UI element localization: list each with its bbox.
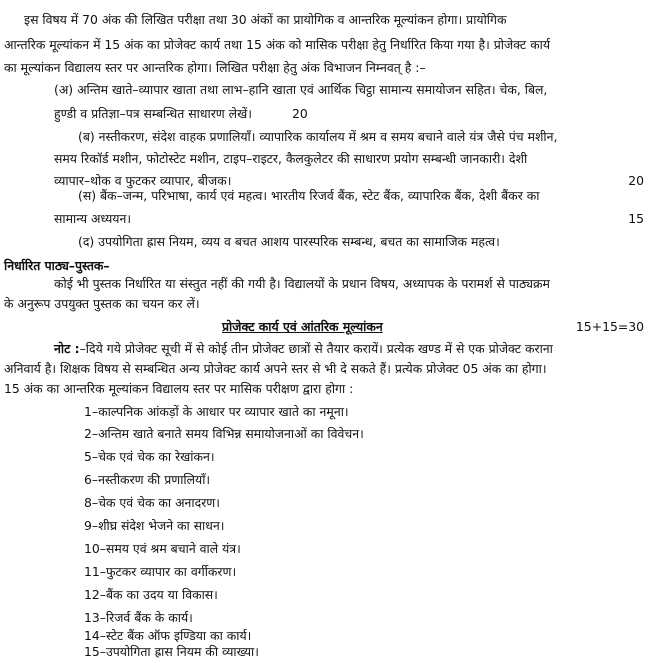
project-note-line-2: अनिवार्य है। शिक्षक विषय से सम्बन्धित अन्य प्रोजेक्ट कार्य अपने स्तर से भी दे सकते हैं। प्रत्येक प्रोजेक्ट 05 अंक का होगा। <box>4 361 547 376</box>
syllabus-b-line-3: व्यापार–थोक व फुटकर व्यापार, बीजक। <box>54 173 232 188</box>
books-heading: निर्धारित पाठ्य–पुस्तक– <box>4 258 110 273</box>
syllabus-a-line-1: (अ) अन्तिम खाते–व्यापार खाता तथा लाभ–हानि खाता एवं आर्थिक चिट्ठा सामान्य समायोजन सहित। चेक, बिल, <box>54 82 548 97</box>
project-item: 12–बैंक का उदय या विकास। <box>84 587 218 602</box>
project-item: 14–स्टेट बैंक ऑफ इण्डिया का कार्य। <box>84 628 252 643</box>
project-item: 5–चेक एवं चेक का रेखांकन। <box>84 449 215 464</box>
project-item: 9–शीघ्र संदेश भेजने का साधन। <box>84 518 225 533</box>
project-marks: 15+15=30 <box>575 319 644 334</box>
intro-line-3: का मूल्यांकन विद्यालय स्तर पर आन्तरिक होगा। लिखित परीक्षा हेतु अंक विभाजन निम्नवत् है :– <box>4 60 426 75</box>
syllabus-b-marks: 20 <box>628 173 644 188</box>
project-note-line-1 <box>54 341 553 357</box>
note-label: नोट : <box>54 341 80 356</box>
project-note-line-3: 15 अंक का आन्तरिक मूल्यांकन विद्यालय स्तर पर मासिक परीक्षण द्वारा होगा : <box>4 381 354 396</box>
project-heading: प्रोजेक्ट कार्य एवं आंतरिक मूल्यांकन <box>222 319 383 334</box>
syllabus-b-line-2: समय रिकॉर्ड मशीन, फोटोस्टेट मशीन, टाइप–राइटर, कैलकुलेटर की साधारण प्रयोग सम्बन्धी जानकारी। देशी <box>54 151 528 166</box>
project-item: 15–उपयोगिता ह्रास नियम की व्याख्या। <box>84 644 259 659</box>
project-item: 11–फुटकर व्यापार का वर्गीकरण। <box>84 564 237 579</box>
syllabus-a-line-2: हुण्डी व प्रतिज्ञा–पत्र सम्बन्धित साधारण लेखें। <box>54 106 252 121</box>
project-item: 6–नस्तीकरण की प्रणालियाँ। <box>84 472 211 487</box>
project-item: 8–चेक एवं चेक का अनादरण। <box>84 495 220 510</box>
project-item: 1–काल्पनिक आंकड़ों के आधार पर व्यापार खाते का नमूना। <box>84 404 349 419</box>
project-item: 2–अन्तिम खाते बनाते समय विभिन्न समायोजनाओं का विवेचन। <box>84 426 364 441</box>
intro-line-2: आन्तरिक मूल्यांकन में 15 अंक का प्रोजेक्ट कार्य तथा 15 अंक को मासिक परीक्षा हेतु निर्धारित किया गया है। प्रोजेक्ट कार्य <box>4 37 551 52</box>
project-item: 13–रिजर्व बैंक के कार्य। <box>84 610 193 625</box>
project-item: 10–समय एवं श्रम बचाने वाले यंत्र। <box>84 541 241 556</box>
syllabus-d-line-1: (द) उपयोगिता ह्रास नियम, व्यय व बचत आशय पारस्परिक सम्बन्ध, बचत का सामाजिक महत्व। <box>78 234 500 249</box>
syllabus-a-marks: 20 <box>292 106 308 121</box>
books-line-2: के अनुरूप उपयुक्त पुस्तक का चयन कर लें। <box>4 296 200 311</box>
syllabus-c-line-1: (स) बैंक–जन्म, परिभाषा, कार्य एवं महत्व। भारतीय रिजर्व बैंक, स्टेट बैंक, व्यापारिक बैंक, देशी बैंकर का <box>78 188 540 203</box>
intro-line-1: इस विषय में 70 अंक की लिखित परीक्षा तथा 30 अंकों का प्रायोगिक व आन्तरिक मूल्यांकन होगा। प्रायोगिक <box>24 12 507 27</box>
note-text: –दिये गये प्रोजेक्ट सूची में से कोई तीन प्रोजेक्ट छात्रों से तैयार करायें। प्रत्येक खण्ड में से एक प्रोजेक्ट कराना <box>79 341 553 356</box>
syllabus-c-line-2: सामान्य अध्ययन। <box>54 211 132 226</box>
syllabus-c-marks: 15 <box>628 211 644 226</box>
books-line-1: कोई भी पुस्तक निर्धारित या संस्तुत नहीं की गयी है। विद्यालयों के प्रधान विषय, अध्यापक के परामर्श से पाठ्यक्रम <box>54 276 550 291</box>
syllabus-b-line-1: (ब) नस्तीकरण, संदेश वाहक प्रणालियाँ। व्यापारिक कार्यालय में श्रम व समय बचाने वाले यंत्र जैसे पंच मशीन, <box>78 129 558 144</box>
